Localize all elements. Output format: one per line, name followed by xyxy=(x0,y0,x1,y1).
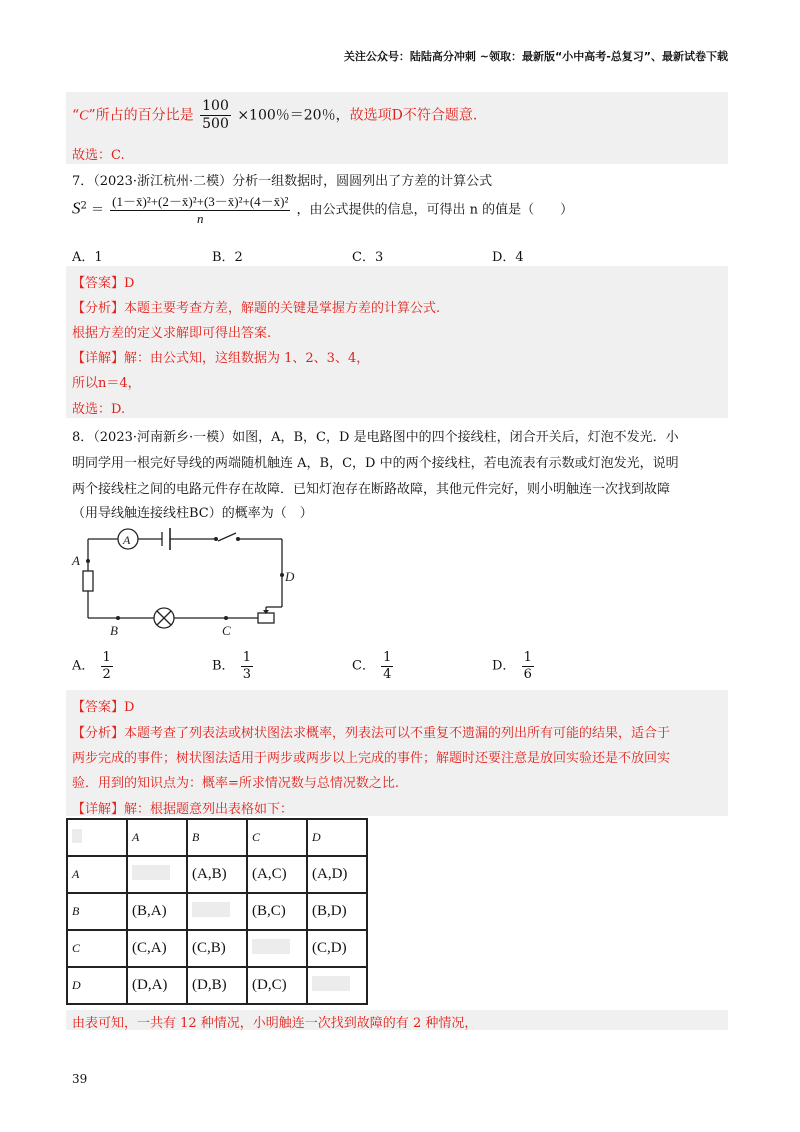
table-cell: (D,B) xyxy=(187,967,247,1004)
q8-option-c: C． $\frac{1}{4}$ xyxy=(352,650,392,682)
table-row xyxy=(67,893,367,930)
resistor xyxy=(83,571,93,591)
q7-answer: 【答案】D xyxy=(72,276,135,291)
table-cell-blank xyxy=(127,856,187,893)
q7-option-b: B．2 xyxy=(212,250,243,265)
table-header-cell: C xyxy=(247,819,307,856)
table-cell: (C,D) xyxy=(307,930,367,967)
table-cell: (A,B) xyxy=(187,856,247,893)
q7-option-c: C．3 xyxy=(352,250,384,265)
table-cell: (C,A) xyxy=(127,930,187,967)
rheostat xyxy=(258,613,274,623)
probability-table xyxy=(66,818,368,1005)
q8-option-b: B． $\frac{1}{3}$ xyxy=(212,650,251,682)
q7-analysis-1: 【分析】本题主要考查方差，解题的关键是掌握方差的计算公式. xyxy=(72,301,441,316)
table-header-cell: D xyxy=(307,819,367,856)
table-row xyxy=(67,856,367,893)
q7-solution-block xyxy=(66,266,728,418)
q8-answer: 【答案】D xyxy=(72,700,135,715)
row-label: A xyxy=(67,856,127,893)
circuit-diagram xyxy=(66,525,306,645)
table-cell: (B,C) xyxy=(247,893,307,930)
label-c: C xyxy=(222,623,231,638)
variance-fraction: $\frac{\text{(1－x̄)²+(2－x̄)²+(3－x̄)²+(4－x̄)²}}{n}$ xyxy=(112,194,289,226)
q8-option-a: A． $\frac{1}{2}$ xyxy=(72,650,111,682)
option-a-fraction: $\frac{1}{2}$ xyxy=(102,650,111,682)
label-b: B xyxy=(110,623,118,638)
row-label: C xyxy=(67,930,127,967)
table-header-cell: A xyxy=(127,819,187,856)
table-row xyxy=(67,967,367,1004)
q7-option-a: A．1 xyxy=(72,250,103,265)
q8-stem-3: 两个接线柱之间的电路元件存在故障．已知灯泡存在断路故障，其他元件完好，则小明触连一次找到故障 xyxy=(72,482,671,497)
option-b-fraction: $\frac{1}{3}$ xyxy=(242,650,251,682)
table-cell-blank xyxy=(307,967,367,1004)
label-d: D xyxy=(285,569,295,584)
page-number: 39 xyxy=(72,1072,88,1086)
table-cell: (D,A) xyxy=(127,967,187,1004)
option-d-fraction: $\frac{1}{6}$ xyxy=(523,650,532,682)
switch-contact xyxy=(236,537,240,541)
table-cell: (B,D) xyxy=(307,893,367,930)
q7-detail-2: 所以n＝4， xyxy=(72,376,141,391)
table-cell: (B,A) xyxy=(127,893,187,930)
q8-stem-2: 明同学用一根完好导线的两端随机触连 A，B，C，D 中的两个接线柱，若电流表有示数或灯泡发光，说明 xyxy=(72,456,679,471)
terminal-d xyxy=(280,573,284,577)
label-a: A xyxy=(72,553,80,568)
q7-option-d: D．4 xyxy=(492,250,524,265)
prev-percent-line: “C”所占的百分比是 $\frac{100}{500}$ ×100％＝20％，故选项D不符合题意. xyxy=(72,98,478,132)
table-corner xyxy=(67,819,127,856)
option-c-fraction: $\frac{1}{4}$ xyxy=(383,650,392,682)
q8-stem-4: （用导线触连接线柱BC）的概率为（ ） xyxy=(72,506,313,521)
percent-fraction: $\frac{100}{500}$ xyxy=(202,98,229,132)
table-row xyxy=(67,930,367,967)
ammeter-label: A xyxy=(123,533,131,547)
q7-analysis-2: 根据方差的定义求解即可得出答案. xyxy=(72,326,272,341)
q7-detail: 【详解】解：由公式知，这组数据为 1、2、3、4， xyxy=(72,351,370,366)
q8-option-d: D． $\frac{1}{6}$ xyxy=(492,650,532,682)
q8-stem-1: 8．（2023·河南新乡·一模）如图，A，B，C，D 是电路图中的四个接线柱，闭合开关后，灯泡不发光．小 xyxy=(72,430,679,445)
terminal-b xyxy=(116,616,120,620)
table-cell-blank xyxy=(187,893,247,930)
switch-lever xyxy=(218,533,236,541)
terminal-c xyxy=(224,616,228,620)
table-header-row xyxy=(67,819,367,856)
q8-analysis-1: 【分析】本题考查了列表法或树状图法求概率，列表法可以不重复不遗漏的列出所有可能的结果，适合于 xyxy=(72,726,671,741)
q8-detail: 【详解】解：根据题意列出表格如下： xyxy=(72,802,294,817)
table-header-cell: B xyxy=(187,819,247,856)
q7-stem: 7．（2023·浙江杭州·二模）分析一组数据时，圆圆列出了方差的计算公式 xyxy=(72,174,493,189)
table-cell: (D,C) xyxy=(247,967,307,1004)
switch-pivot xyxy=(214,537,218,541)
page-header: 关注公众号：陆陆高分冲刺 ~领取：最新版“小中高考-总复习”、最新试卷下载 xyxy=(343,50,728,63)
q7-conclusion: 故选：D. xyxy=(72,402,126,417)
q8-analysis-2: 两步完成的事件；树状图法适用于两步或两步以上完成的事件；解题时还要注意是放回实验还是不放回实 xyxy=(72,751,671,766)
row-label: D xyxy=(67,967,127,1004)
row-label: B xyxy=(67,893,127,930)
table-cell-blank xyxy=(247,930,307,967)
terminal-a xyxy=(86,559,90,563)
prev-answer: 故选：C. xyxy=(72,148,125,163)
table-cell: (C,B) xyxy=(187,930,247,967)
q8-analysis-3: 验．用到的知识点为：概率=所求情况数与总情况数之比. xyxy=(72,776,400,791)
q8-conclusion: 由表可知，一共有 12 种情况，小明触连一次找到故障的有 2 种情况， xyxy=(72,1016,478,1031)
table-cell: (A,C) xyxy=(247,856,307,893)
table-cell: (A,D) xyxy=(307,856,367,893)
q7-formula: $S^2$ ＝ $\frac{\text{(1－x̄)²+(2－x̄)²+(3－x̄)²+(4－x̄)²}}{n}$ ，由公式提供的信息，可得出 n 的值是（ ） xyxy=(72,194,574,226)
